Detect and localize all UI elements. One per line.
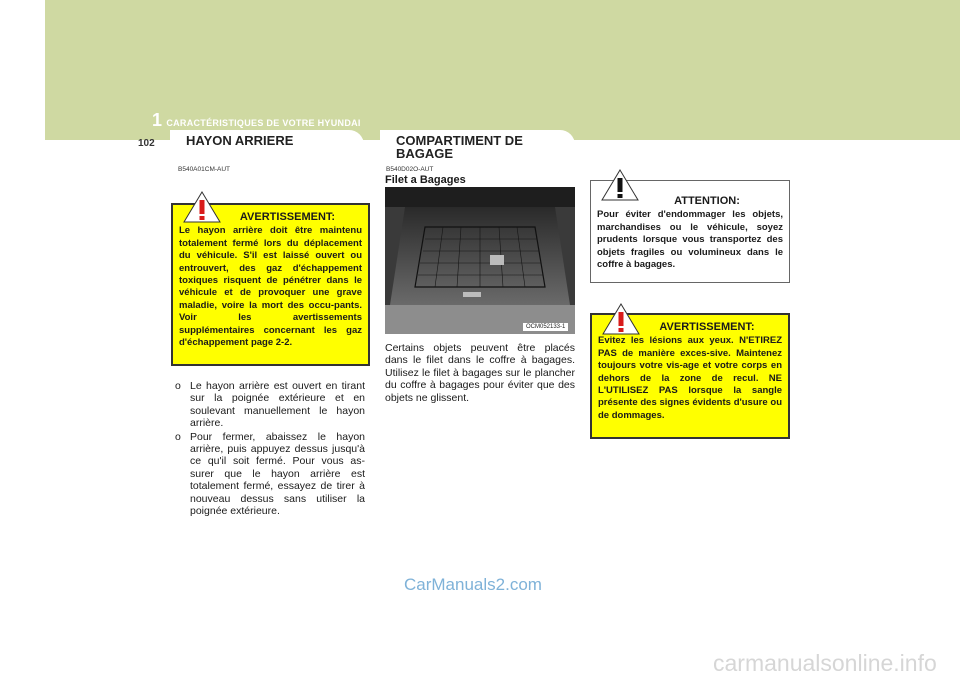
warning-box-hayon <box>171 203 370 366</box>
attention-box <box>590 180 790 283</box>
filet-description: Certains objets peuvent être placés dans le filet dans le coffre à bagages. Utilisez le filet à bagages sur le plancher du coffre à bagages pour éviter que des objets ne glissent. <box>385 342 575 404</box>
bullet-text: Pour fermer, abaissez le hayon arrière, puis appuyez dessus jusqu'à ce qu'il soit fermé. Pour vous as-surer que le hayon arrière est totalement fermé, essayez de tirer à nouveau dessus sans utiliser la poignée extérieure. <box>190 430 365 518</box>
photo-caption: OCM052133-1 <box>523 323 568 331</box>
attention-title: ATTENTION: <box>674 195 740 207</box>
warning-title: AVERTISSEMENT: <box>659 321 755 333</box>
warning-triangle-icon <box>183 191 221 223</box>
warning-title: AVERTISSEMENT: <box>239 211 336 223</box>
ref-code-hayon: B540A01CM-AUT <box>178 166 231 173</box>
page-number: 102 <box>138 138 155 149</box>
bullet-mark: o <box>175 430 181 443</box>
list-item <box>175 431 365 518</box>
ref-code-compartiment: B540D02O-AUT <box>386 166 434 173</box>
chapter-heading <box>152 110 361 131</box>
subtitle-filet: Filet a Bagages <box>385 174 466 186</box>
warning-triangle-icon <box>601 169 639 201</box>
list-item <box>175 380 365 430</box>
bullet-list-hayon <box>175 380 365 518</box>
section-title-hayon: HAYON ARRIERE <box>170 130 364 160</box>
watermark-carmanuals2: CarManuals2.com <box>404 575 542 594</box>
section-title-compartiment: COMPARTIMENT DE BAGAGE <box>380 130 575 160</box>
warning-text: Evitez les lésions aux yeux. N'ETIREZ PAS de manière exces-sive. Maintenez toujours votre vis-age et votre corps en dehors de la zone de recul. NE L'UTILISEZ PAS lorsque la sangle présente des signes évidents d'usure ou de dommages. <box>598 335 782 421</box>
warning-text: Le hayon arrière doit être maintenu totalement fermé lors du déplacement du véhicule. S'il est laissé ouvert ou entrouvert, des gaz d'échappement toxiques risquent de pénétrer dans le véhicule et de provoquer une grave maladie, voire la mort des occu-pants. Voir les avertissements supplémentaires concernant les gaz d'échappement page 2-2. <box>179 225 362 349</box>
chapter-title: CARACTÉRISTIQUES DE VOTRE HYUNDAI <box>166 118 361 128</box>
warning-triangle-icon <box>602 303 640 335</box>
chapter-number: 1 <box>152 110 163 130</box>
bullet-text: Le hayon arrière est ouvert en tirant sur la poignée extérieure et en soulevant manuellement le hayon arrière. <box>190 380 365 430</box>
bullet-mark: o <box>175 380 181 392</box>
warning-box-filet <box>590 313 790 439</box>
watermark-carmanualsonline: carmanualsonline.info <box>713 650 937 676</box>
luggage-net-photo <box>385 187 575 334</box>
attention-text: Pour éviter d'endommager les objets, marchandises ou le véhicule, soyez prudents lorsque vous transportez des objets fragiles ou volumineux dans le coffre à bagages. <box>597 209 783 271</box>
